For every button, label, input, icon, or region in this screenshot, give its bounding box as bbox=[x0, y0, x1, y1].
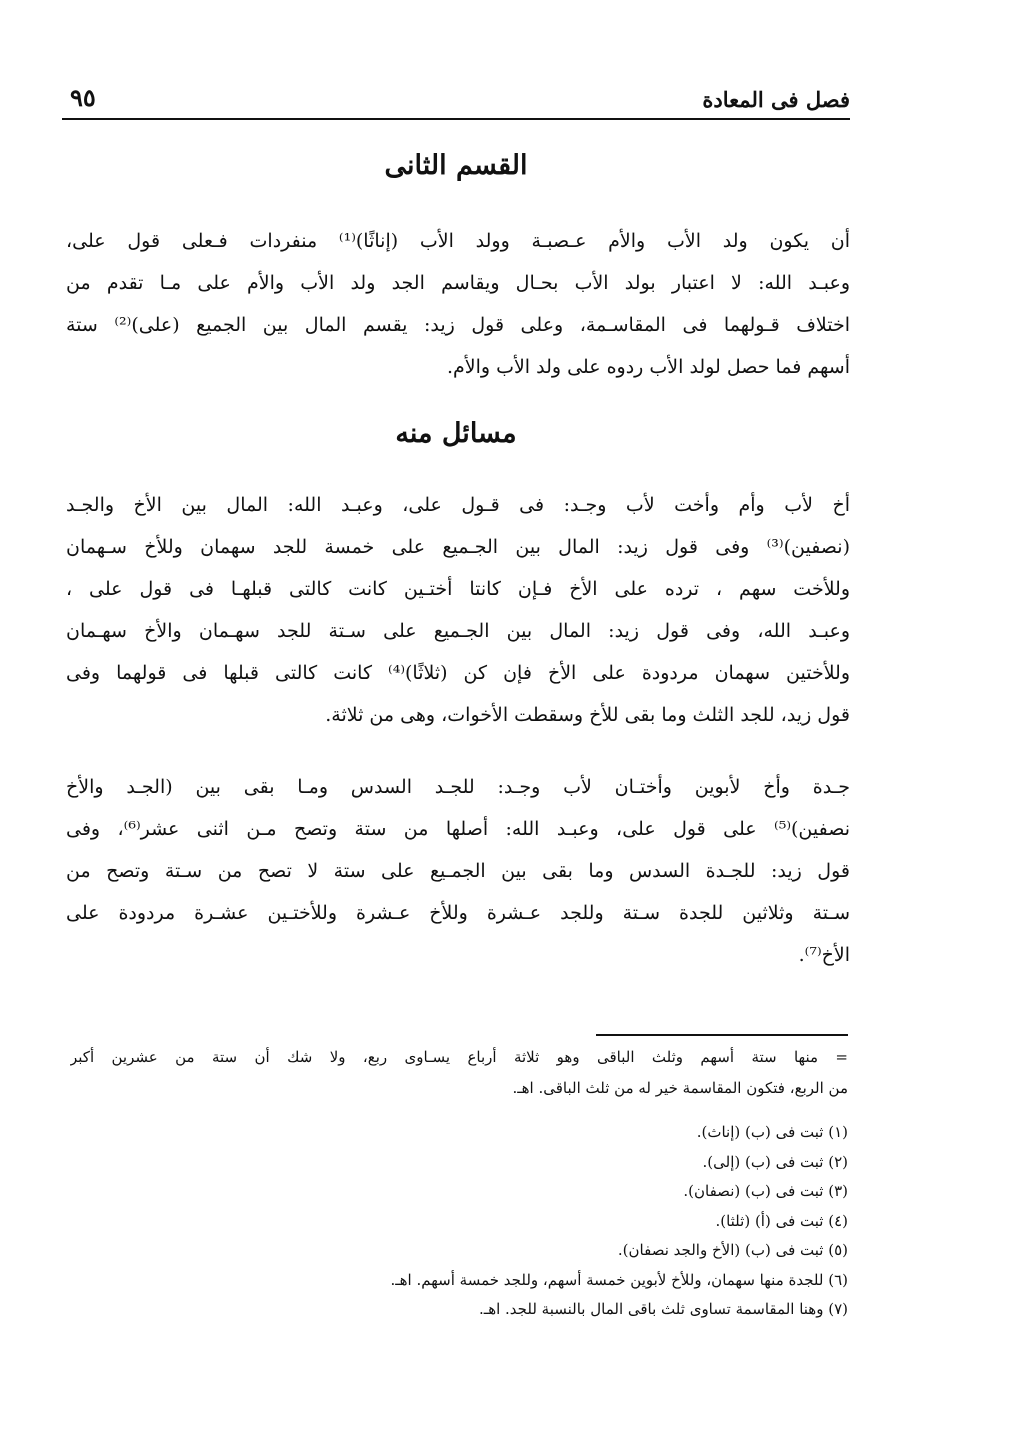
text-line: وللأختين سهمان مردودة على الأخ فإن كن (ثلاثًا)⁽⁴⁾ كانت كالتى قبلها فى قولهما وفى bbox=[66, 662, 850, 684]
footnote-4: (٤) ثبت فى (أ) (ثلثا). bbox=[715, 1211, 848, 1230]
footnote-1: (١) ثبت فى (ب) (إناث). bbox=[696, 1123, 848, 1141]
text-line: جـدة وأخ لأبوين وأختـان لأب وجـد: للجـد السدس ومـا بقى بين (الجـد والأخ bbox=[66, 776, 850, 798]
text-line: قول زيد، للجد الثلث وما بقى للأخ وسقطت الأخوات، وهى من ثلاثة. bbox=[325, 704, 850, 726]
text-line: أخ لأب وأم وأخت لأب وجـد: فى قـول على، وعبـد الله: المال بين الأخ والجـد bbox=[66, 494, 850, 516]
text-line: نصفين)⁽⁵⁾ على قول على، وعبـد الله: أصلها من ستة وتصح مـن اثنى عشر⁽⁶⁾، وفى bbox=[66, 818, 850, 840]
intro-paragraph bbox=[66, 220, 850, 388]
running-title: فصل فى المعادة bbox=[702, 87, 850, 112]
subsection-title: مسائل منه bbox=[395, 418, 517, 449]
footnote-5: (٥) ثبت فى (ب) (الأخ والجد نصفان). bbox=[617, 1241, 848, 1259]
text-line: اختلاف قـولهما فى المقاسـمة، وعلى قول زيد: يقسم المال بين الجميع (على)⁽²⁾ ستة bbox=[66, 314, 850, 336]
footnote-3: (٣) ثبت فى (ب) (نصفان). bbox=[683, 1182, 848, 1200]
text-line: (نصفين)⁽³⁾ وفى قول زيد: المال بين الجـميع على خمسة للجد سهمان وللأخ سـهمان bbox=[66, 536, 850, 558]
footnote-7: (٧) وهنا المقاسمة تساوى ثلث باقى المال بالنسبة للجد. اهـ. bbox=[479, 1300, 848, 1318]
page-header bbox=[62, 72, 850, 120]
text-line: أسهم فما حصل لولد الأب ردوه على ولد الأب والأم. bbox=[446, 356, 850, 378]
text-line: أن يكون ولد الأب والأم عـصبـة وولد الأب (إناثًا)⁽¹⁾ منفردات فـعلى قول على، bbox=[66, 230, 850, 252]
footnote-6: (٦) للجدة منها سهمان، وللأخ لأبوين خمسة أسهم، وللجد خمسة أسهم. اهـ. bbox=[390, 1270, 848, 1289]
text-line: وعبـد الله: لا اعتبار بولد الأب بحـال ويقاسم الجد ولد الأب والأم على مـا تقدم من bbox=[66, 272, 850, 294]
text-line: الأخ⁽⁷⁾. bbox=[798, 944, 850, 966]
text-line: وللأخت سهم ، ترده على الأخ فـإن كانتا أختـين كانت كالتى قبلهـا فى قول على ، bbox=[66, 578, 850, 600]
section-title: القسم الثانى bbox=[384, 150, 528, 181]
footnote-separator bbox=[596, 1034, 848, 1036]
page-number: ٩٥ bbox=[70, 83, 96, 112]
footnote-2: (٢) ثبت فى (ب) (إلى). bbox=[702, 1152, 848, 1171]
footnotes-list bbox=[70, 1118, 848, 1325]
footnote-line: = منها ستة أسهم وثلث الباقى وهو ثلاثة أرباع يسـاوى ربع، ولا شك أن ستة من عشرين أكبر bbox=[70, 1048, 848, 1066]
text-line: وعبـد الله، وفى قول زيد: المال بين الجـميع على سـتة للجد سهـمان والأخ سهـمان bbox=[66, 620, 850, 642]
paragraph-2 bbox=[66, 766, 850, 976]
footnote-continuation bbox=[70, 1042, 848, 1104]
footnote-line: من الربع، فتكون المقاسمة خير له من ثلث الباقى. اهـ. bbox=[512, 1079, 848, 1097]
text-line: سـتة وثلاثين للجدة سـتة وللجد عـشرة وللأخ عـشرة وللأختـين عشـرة مردودة على bbox=[66, 902, 850, 924]
paragraph-1 bbox=[66, 484, 850, 736]
text-line: قول زيد: للجـدة السدس وما بقى بين الجمـيع على ستة لا تصح من سـتة وتصح من bbox=[66, 860, 850, 882]
